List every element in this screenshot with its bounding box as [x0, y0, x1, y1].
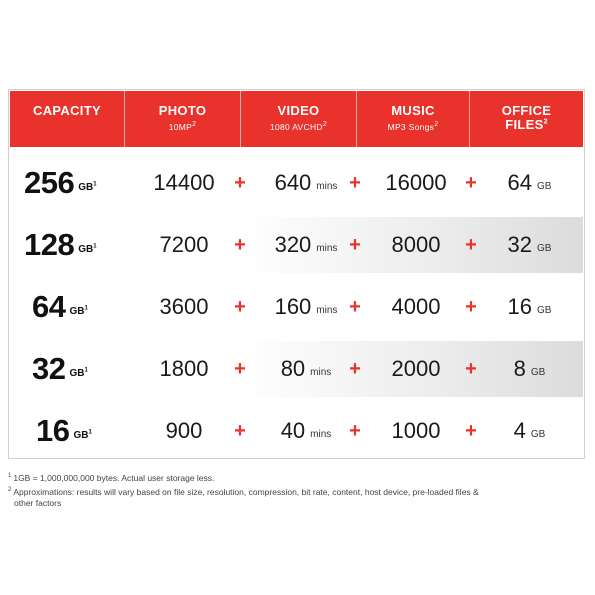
office-cell: [476, 155, 583, 211]
capacity-cell: [32, 279, 88, 335]
capacity-unit: [78, 244, 96, 255]
office-unit: GB: [537, 180, 552, 192]
plus-icon: +: [234, 171, 246, 194]
capacity-sup: 1: [93, 243, 97, 250]
capacity-sup: 1: [84, 367, 88, 374]
plus-icon: +: [349, 295, 361, 318]
video-unit: mins: [316, 242, 338, 254]
header-video: [241, 91, 357, 147]
capacity-unit-text: GB: [73, 429, 89, 441]
footnote-1-text: 1GB = 1,000,000,000 bytes. Actual user storage less.: [13, 473, 215, 483]
footnote-1: [8, 473, 214, 483]
plus-icon: +: [349, 233, 361, 256]
video-value: 80: [280, 356, 306, 381]
video-unit: mins: [310, 366, 332, 378]
header-photo-label: PHOTO: [158, 103, 207, 118]
header-music-sub: [357, 122, 469, 132]
photo-value: 14400: [153, 170, 215, 195]
plus-icon: +: [465, 357, 477, 380]
office-value: 16: [507, 294, 533, 319]
table-row: [10, 155, 583, 211]
table-row: [10, 403, 583, 459]
header-music-sup: 2: [434, 121, 439, 129]
office-cell: [476, 217, 583, 273]
table-row: [10, 279, 583, 335]
capacity-unit: [69, 306, 87, 317]
header-photo-sub-text: 10MP: [168, 122, 193, 132]
plus-icon: +: [465, 295, 477, 318]
plus-icon: +: [234, 357, 246, 380]
footnote-2-sup: 2: [8, 487, 12, 494]
header-video-sub-text: 1080 AVCHD: [269, 122, 323, 132]
video-unit: mins: [316, 304, 338, 316]
photo-value: 1800: [159, 356, 209, 381]
plus-icon: +: [349, 171, 361, 194]
capacity-unit-text: GB: [69, 367, 85, 379]
plus-icon: +: [349, 419, 361, 442]
table-row: [10, 341, 583, 397]
header-video-sub: [241, 122, 356, 132]
office-value: 64: [507, 170, 533, 195]
office-unit: GB: [537, 304, 552, 316]
header-video-label: VIDEO: [277, 103, 320, 118]
office-value: 8: [513, 356, 526, 381]
office-value: 32: [507, 232, 533, 257]
office-cell: [476, 403, 583, 459]
header-office-sup: 2: [543, 118, 548, 126]
capacity-value: 64: [32, 289, 66, 324]
header-music-label: MUSIC: [391, 103, 435, 118]
plus-icon: +: [234, 295, 246, 318]
plus-icon: +: [234, 233, 246, 256]
office-cell: [476, 279, 583, 335]
office-unit: GB: [537, 242, 552, 254]
capacity-unit-text: GB: [69, 305, 85, 317]
capacity-sup: 1: [84, 305, 88, 312]
music-value: 16000: [385, 170, 447, 195]
plus-icon: +: [465, 419, 477, 442]
capacity-cell: [32, 341, 88, 397]
plus-icon: +: [349, 357, 361, 380]
header-video-sup: 2: [322, 121, 328, 129]
office-cell: [476, 341, 583, 397]
capacity-sup: 1: [93, 181, 97, 188]
header-office: [470, 91, 583, 147]
footnote-2-text: Approximations: results will vary based on file size, resolution, compression, bit rate, content, host device, pre-loaded files &: [13, 487, 479, 497]
music-value: 2000: [391, 356, 441, 381]
capacity-cell: [36, 403, 92, 459]
capacity-value: 16: [36, 413, 70, 448]
capacity-value: 128: [24, 227, 75, 262]
header-photo-sup: 2: [192, 121, 197, 129]
capacity-unit-text: GB: [78, 243, 94, 255]
footnote-2-text-cont: other factors: [14, 498, 62, 508]
header-music-sub-text: MP3 Songs: [387, 122, 435, 132]
header-office-label-2: [470, 118, 583, 132]
video-value: 160: [274, 294, 312, 319]
capacity-unit: [73, 430, 91, 441]
header-office-label: OFFICE: [501, 103, 552, 118]
office-unit: GB: [530, 428, 546, 440]
photo-value: 3600: [159, 294, 209, 319]
capacity-cell: [24, 155, 97, 211]
video-unit: mins: [310, 428, 332, 440]
capacity-value: 256: [24, 165, 75, 200]
capacity-unit: [69, 368, 87, 379]
table-header: [10, 91, 583, 147]
capacity-cell: [24, 217, 97, 273]
office-value: 4: [513, 418, 526, 443]
footnote-1-sup: 1: [8, 473, 12, 480]
plus-icon: +: [465, 233, 477, 256]
footnote-2: [8, 487, 479, 497]
header-office-files: FILES: [505, 117, 544, 132]
plus-icon: +: [234, 419, 246, 442]
plus-icon: +: [465, 171, 477, 194]
header-photo: [125, 91, 241, 147]
capacity-unit-text: GB: [78, 181, 94, 193]
capacity-value: 32: [32, 351, 66, 386]
photo-value: 900: [165, 418, 203, 443]
video-unit: mins: [316, 180, 338, 192]
music-value: 1000: [391, 418, 441, 443]
office-unit: GB: [530, 366, 546, 378]
music-value: 4000: [391, 294, 441, 319]
header-capacity: [10, 91, 125, 147]
capacity-unit: [78, 182, 96, 193]
header-music: [357, 91, 470, 147]
music-value: 8000: [391, 232, 441, 257]
video-value: 320: [274, 232, 312, 257]
table-row: [10, 217, 583, 273]
video-value: 640: [274, 170, 312, 195]
photo-value: 7200: [159, 232, 209, 257]
header-photo-sub: [125, 122, 240, 132]
capacity-sup: 1: [88, 429, 92, 436]
header-capacity-label: CAPACITY: [33, 103, 101, 118]
video-value: 40: [280, 418, 306, 443]
